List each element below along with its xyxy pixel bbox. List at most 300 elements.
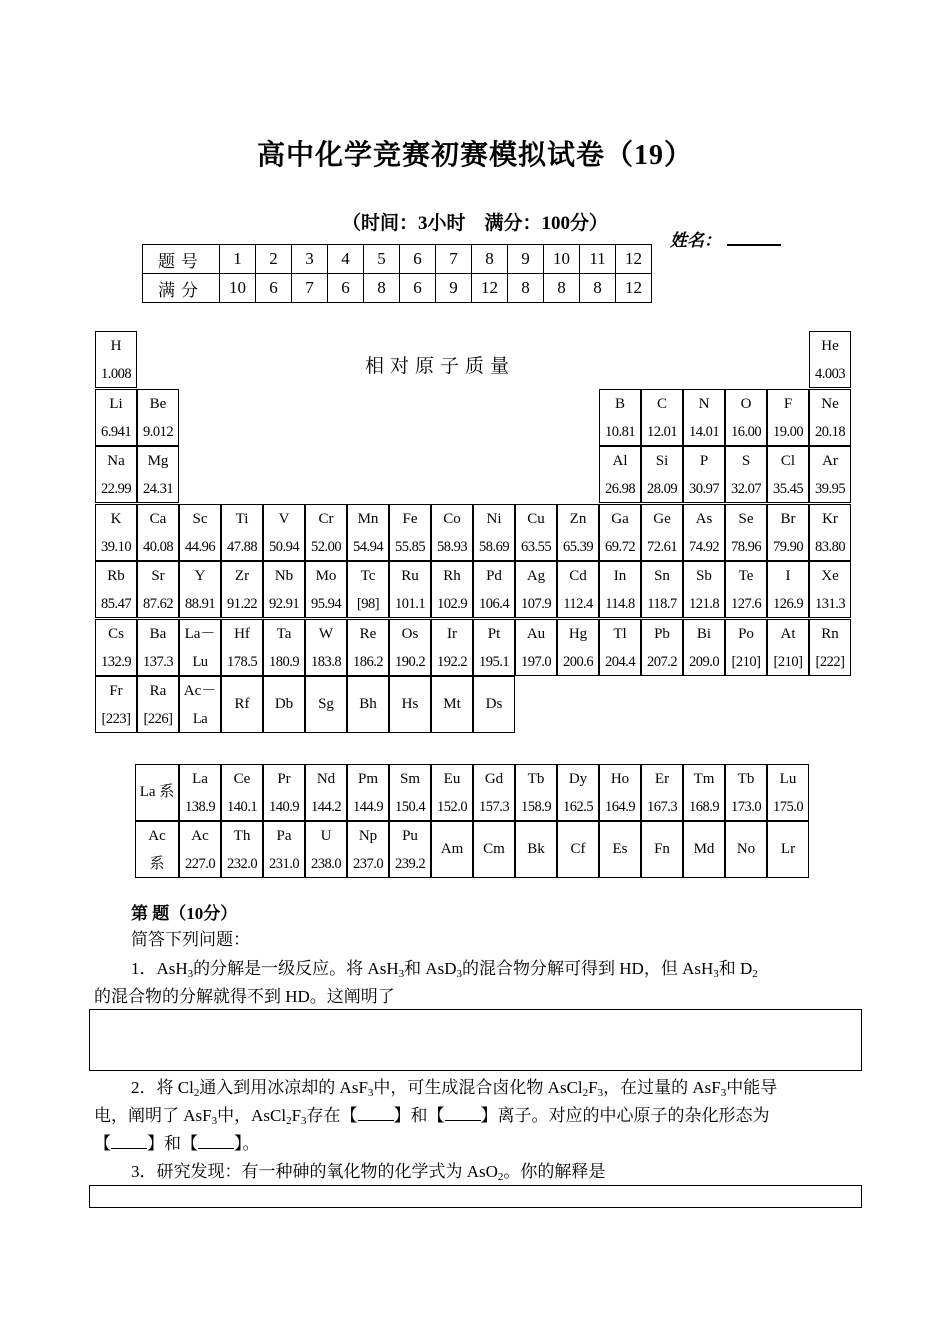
element-symbol: O (740, 395, 752, 412)
element-symbol: Md (693, 841, 715, 857)
element-cell (599, 446, 641, 503)
q2-l2-text-b: 中，AsCl (217, 1106, 287, 1125)
q2-sub-2: 3 (367, 1087, 374, 1099)
name-blank[interactable] (727, 230, 781, 246)
element-mass: 30.97 (688, 481, 720, 497)
ac-series-cell (599, 821, 641, 878)
element-mass: 121.8 (688, 596, 720, 612)
element-mass: 237.0 (352, 856, 384, 872)
element-cell (557, 504, 599, 561)
element-mass: 183.8 (310, 653, 342, 670)
score-number-cell: 5 (364, 245, 400, 274)
element-cell (725, 619, 767, 676)
element-cell (305, 676, 347, 733)
element-cell (263, 561, 305, 618)
element-mass: 238.0 (310, 856, 342, 872)
element-cell (473, 504, 515, 561)
element-symbol: Pb (654, 625, 670, 642)
blank-hybrid-2[interactable] (198, 1132, 234, 1149)
element-symbol: Mo (315, 568, 337, 584)
element-symbol: Tl (613, 625, 627, 642)
element-mass: 26.98 (604, 481, 636, 497)
element-cell (95, 389, 137, 446)
element-cell (221, 504, 263, 561)
element-mass: 44.96 (184, 538, 216, 555)
ac-series-cell (641, 821, 683, 878)
q2-sub-1: 2 (193, 1087, 200, 1099)
ac-series-cell (221, 821, 263, 878)
la-series-label: La 系 (135, 764, 179, 821)
ac-series-cell (473, 821, 515, 878)
element-symbol: Cr (318, 510, 334, 527)
q2-l2-text-c: F (291, 1106, 302, 1125)
la-series-cell (431, 764, 473, 821)
element-mass: 58.93 (436, 538, 468, 555)
score-number-cell: 4 (328, 245, 364, 274)
element-cell (473, 619, 515, 676)
element-mass: 137.3 (142, 653, 174, 670)
element-mass: 16.00 (730, 423, 762, 440)
q2-sub-5: 3 (720, 1087, 727, 1099)
element-symbol: La (192, 771, 208, 787)
periodic-table-label: 相对原子质量 (365, 356, 516, 377)
element-symbol: P (699, 453, 709, 469)
ac-series-cell (305, 821, 347, 878)
q2-l3-text-a: 【 (94, 1134, 111, 1153)
element-symbol: Hg (568, 625, 588, 642)
blank-ion-2[interactable] (445, 1104, 481, 1121)
score-points-cell: 6 (400, 274, 436, 303)
q1-sub-3: 3 (456, 968, 463, 980)
element-mass: 39.95 (814, 481, 846, 497)
element-symbol: Ra (149, 683, 167, 699)
element-cell (179, 676, 221, 733)
element-mass: 173.0 (730, 799, 762, 815)
element-cell (179, 561, 221, 618)
element-symbol: Pt (487, 625, 501, 642)
element-symbol: Nb (274, 568, 294, 584)
ac-series-label (135, 821, 179, 878)
element-mass: 72.61 (646, 538, 678, 555)
element-symbol: Na (107, 453, 125, 469)
element-cell (347, 504, 389, 561)
element-mass: 164.9 (604, 799, 636, 815)
element-cell (767, 389, 809, 446)
ac-series-cell (515, 821, 557, 878)
element-mass: 239.2 (394, 856, 426, 872)
element-symbol: Si (655, 453, 669, 469)
element-symbol: Ru (401, 568, 419, 584)
element-mass: 1.008 (100, 366, 132, 382)
element-cell (389, 676, 431, 733)
element-cell (305, 504, 347, 561)
la-series-cell (599, 764, 641, 821)
element-cell (809, 561, 851, 618)
element-symbol: Au (526, 625, 546, 642)
element-cell (725, 504, 767, 561)
element-mass: 190.2 (394, 653, 426, 670)
q2-l2-text-d: 存在【 (306, 1106, 358, 1125)
element-mass: 162.5 (562, 799, 594, 815)
element-mass: 140.1 (226, 799, 258, 815)
q1-sub-1: 3 (187, 968, 194, 980)
element-symbol: He (821, 338, 839, 354)
element-cell (683, 561, 725, 618)
element-symbol: Sc (192, 510, 208, 527)
element-symbol: Pa (276, 828, 292, 844)
element-mass: [210] (773, 653, 803, 670)
element-cell (221, 561, 263, 618)
element-mass: 158.9 (520, 799, 552, 815)
element-cell (137, 504, 179, 561)
answer-box-1[interactable] (89, 1009, 862, 1071)
element-cell (641, 504, 683, 561)
score-table (142, 244, 652, 303)
element-mass: 168.9 (688, 799, 720, 815)
element-mass: 204.4 (604, 653, 636, 670)
element-symbol: Rb (107, 568, 125, 584)
element-cell (641, 561, 683, 618)
element-symbol: N (698, 395, 710, 412)
element-mass: 106.4 (478, 596, 510, 612)
element-symbol: No (736, 841, 756, 857)
element-symbol: V (278, 510, 290, 527)
element-symbol: Ac－ (183, 683, 217, 699)
element-cell (515, 619, 557, 676)
element-symbol: Ag (526, 568, 546, 584)
element-mass: 118.7 (647, 596, 677, 612)
element-mass: 65.39 (562, 538, 594, 555)
answer-box-3[interactable] (89, 1185, 862, 1208)
score-number-cell: 7 (436, 245, 472, 274)
element-symbol: Tb (737, 771, 755, 787)
element-mass: 58.69 (478, 538, 510, 555)
element-cell (767, 561, 809, 618)
element-cell (263, 676, 305, 733)
element-mass: 227.0 (184, 856, 216, 872)
element-mass: 88.91 (184, 596, 216, 612)
element-cell (95, 446, 137, 503)
element-symbol: Nd (316, 771, 336, 787)
element-symbol: I (785, 568, 791, 584)
q1-text-d: 的混合物分解可得到 HD，但 AsH (462, 959, 714, 978)
element-symbol: Ac (191, 828, 209, 844)
q2-text-b: 通入到用冰凉却的 AsF (199, 1078, 368, 1097)
element-symbol: Pm (357, 771, 378, 787)
element-mass: La (192, 711, 208, 727)
element-cell (641, 446, 683, 503)
element-cell (431, 676, 473, 733)
element-cell (515, 504, 557, 561)
element-cell (137, 446, 179, 503)
element-symbol: Co (443, 510, 461, 527)
section-intro: 简答下列问题： (131, 930, 250, 949)
element-symbol: Sr (151, 568, 165, 584)
element-mass: 178.5 (226, 653, 258, 670)
score-points-cell: 8 (508, 274, 544, 303)
q1-sub-4: 3 (713, 968, 719, 980)
la-series-cell (305, 764, 347, 821)
element-mass: 54.94 (352, 538, 384, 555)
score-points-cell: 12 (616, 274, 652, 303)
element-symbol: Bh (359, 696, 377, 712)
element-cell (599, 504, 641, 561)
element-mass: 95.94 (310, 596, 342, 612)
element-cell (557, 561, 599, 618)
element-symbol: Lu (779, 771, 797, 787)
element-mass: 79.90 (772, 538, 804, 555)
element-cell (389, 619, 431, 676)
element-mass: 232.0 (226, 856, 258, 872)
element-mass: 195.1 (478, 653, 510, 670)
element-symbol: Er (654, 771, 670, 787)
q3-text-b: 。你的解释是 (503, 1162, 606, 1181)
q2-text-d: F (588, 1078, 598, 1097)
score-points-cell: 8 (544, 274, 580, 303)
element-mass: 22.99 (100, 481, 132, 497)
section-title: 第 题（10分） (131, 904, 238, 923)
element-symbol: Br (780, 510, 796, 527)
score-points-cell: 7 (292, 274, 328, 303)
q1-sub-2: 3 (398, 968, 405, 980)
element-mass: 6.941 (100, 423, 132, 440)
element-symbol: Al (612, 453, 628, 469)
element-cell (515, 561, 557, 618)
q2-l2-sub-1: 3 (211, 1115, 218, 1127)
element-symbol: Sb (696, 568, 712, 584)
element-mass: 197.0 (520, 653, 552, 670)
score-points-cell: 8 (580, 274, 616, 303)
score-number-cell: 8 (472, 245, 508, 274)
element-cell (725, 446, 767, 503)
element-cell (431, 561, 473, 618)
element-mass: 138.9 (184, 799, 216, 815)
la-series-cell (641, 764, 683, 821)
element-symbol: As (695, 510, 713, 527)
q2-l3-text-b: 】和【 (147, 1134, 198, 1153)
element-cell (431, 619, 473, 676)
q1-text-e: 和 D (718, 959, 753, 978)
element-symbol: Cu (527, 510, 545, 527)
element-symbol: Hf (234, 625, 250, 642)
q2-text-f: 中能导 (726, 1078, 778, 1097)
element-symbol: H (110, 338, 122, 354)
element-mass: 114.8 (605, 596, 635, 612)
element-symbol: Te (738, 568, 754, 584)
element-symbol: Cs (108, 625, 124, 642)
element-mass: 24.31 (142, 481, 174, 497)
element-cell (641, 619, 683, 676)
element-mass: 150.4 (394, 799, 426, 815)
element-mass: 180.9 (268, 653, 300, 670)
la-series-cell (347, 764, 389, 821)
element-cell (95, 504, 137, 561)
element-symbol: Np (358, 828, 378, 844)
element-mass: 87.62 (142, 596, 174, 612)
element-mass: [98] (356, 596, 380, 612)
element-mass: 152.0 (436, 799, 468, 815)
ac-series-cell (431, 821, 473, 878)
q3-sub-1: 2 (497, 1171, 504, 1183)
element-symbol: Fr (109, 683, 123, 699)
element-mass: 40.08 (142, 538, 174, 555)
element-cell (599, 619, 641, 676)
name-field[interactable] (670, 226, 781, 251)
element-symbol: Sn (654, 568, 670, 584)
element-mass: 39.10 (100, 538, 132, 555)
ac-series-cell (557, 821, 599, 878)
ac-series-cell (263, 821, 305, 878)
element-symbol: Be (149, 395, 167, 412)
element-cell (263, 504, 305, 561)
la-series-cell (683, 764, 725, 821)
element-cell (683, 504, 725, 561)
element-symbol: Bk (527, 841, 545, 857)
element-symbol: S (741, 453, 751, 469)
la-series-cell (221, 764, 263, 821)
q1-text-a: 1．AsH (131, 959, 188, 978)
element-symbol: Kr (822, 510, 838, 527)
la-series-cell (557, 764, 599, 821)
element-symbol: Rn (821, 625, 839, 642)
element-symbol: Fn (654, 841, 670, 857)
element-mass: 4.003 (814, 366, 846, 382)
element-symbol: La－ (184, 625, 216, 642)
q2-l2-sub-2: 2 (286, 1115, 292, 1127)
blank-ion-1[interactable] (358, 1104, 394, 1121)
element-symbol: K (110, 510, 122, 527)
element-symbol: Gd (484, 771, 504, 787)
element-symbol: Cf (570, 841, 586, 857)
element-symbol: Mt (443, 696, 461, 712)
element-symbol: Am (440, 841, 464, 857)
element-symbol: Es (612, 841, 628, 857)
q2-text-a: 2．将 Cl (131, 1078, 194, 1097)
element-symbol: Hs (401, 696, 419, 712)
element-mass: 10.81 (604, 423, 636, 440)
element-cell (809, 446, 851, 503)
ac-series-cell (683, 821, 725, 878)
element-mass: [210] (731, 653, 761, 670)
element-cell (473, 561, 515, 618)
element-mass: 192.2 (436, 653, 468, 670)
element-mass: 32.07 (730, 481, 762, 497)
element-cell (137, 676, 179, 733)
element-cell (221, 676, 263, 733)
element-symbol: Dy (568, 771, 588, 787)
blank-hybrid-1[interactable] (111, 1132, 147, 1149)
element-cell (305, 561, 347, 618)
element-mass: 107.9 (520, 596, 552, 612)
element-symbol: Pr (277, 771, 291, 787)
element-cell (347, 561, 389, 618)
la-series-cell (515, 764, 557, 821)
q2-l3-text-c: 】。 (234, 1134, 260, 1153)
element-cell (767, 619, 809, 676)
element-mass: 91.22 (226, 596, 258, 612)
score-number-cell: 1 (220, 245, 256, 274)
element-symbol: Db (274, 696, 294, 712)
element-symbol: Ti (235, 510, 249, 527)
ac-series-cell (725, 821, 767, 878)
ac-series-cell (179, 821, 221, 878)
element-cell (95, 676, 137, 733)
element-symbol: Os (401, 625, 419, 642)
element-cell (347, 676, 389, 733)
question-1-line-2: 的混合物的分解就得不到 HD。这阐明了 (94, 987, 395, 1006)
la-series-cell (725, 764, 767, 821)
element-symbol: Tc (360, 568, 376, 584)
element-symbol: Ce (233, 771, 251, 787)
element-cell (179, 619, 221, 676)
element-cell (431, 504, 473, 561)
element-cell (389, 561, 431, 618)
q1-text-c: 和 AsD (404, 959, 457, 978)
score-points-cell: 8 (364, 274, 400, 303)
element-mass: 101.1 (394, 596, 426, 612)
element-cell (809, 504, 851, 561)
element-mass: 69.72 (604, 538, 636, 555)
element-mass: 63.55 (520, 538, 552, 555)
la-series-cell (179, 764, 221, 821)
q3-text-a: 3．研究发现：有一种砷的氧化物的化学式为 AsO (131, 1162, 498, 1181)
element-symbol: Cd (569, 568, 587, 584)
element-mass: 112.4 (563, 596, 593, 612)
element-mass: 28.09 (646, 481, 678, 497)
element-symbol: Bi (696, 625, 712, 642)
element-cell (767, 446, 809, 503)
element-symbol: Pd (486, 568, 502, 584)
element-mass: 14.01 (688, 423, 720, 440)
element-symbol: Tm (693, 771, 715, 787)
element-symbol: Mn (357, 510, 379, 527)
score-number-cell: 10 (544, 245, 580, 274)
element-symbol: Ta (276, 625, 292, 642)
element-mass: 50.94 (268, 538, 300, 555)
element-mass: 47.88 (226, 538, 258, 555)
score-header-points: 满分 (143, 274, 220, 303)
element-cell (137, 561, 179, 618)
element-mass: 167.3 (646, 799, 678, 815)
element-mass: 12.01 (646, 423, 678, 440)
element-mass: 127.6 (730, 596, 762, 612)
element-cell (95, 331, 137, 388)
element-symbol: W (318, 625, 334, 642)
score-number-cell: 2 (256, 245, 292, 274)
element-cell (389, 504, 431, 561)
element-mass: 126.9 (772, 596, 804, 612)
element-cell (179, 504, 221, 561)
element-symbol: Ca (149, 510, 167, 527)
element-cell (221, 619, 263, 676)
element-symbol: Zr (234, 568, 250, 584)
element-symbol: Zn (569, 510, 587, 527)
element-mass: 102.9 (436, 596, 468, 612)
element-mass: [222] (815, 653, 845, 670)
element-symbol: Eu (443, 771, 461, 787)
q2-sub-3: 2 (582, 1087, 589, 1099)
element-mass: 140.9 (268, 799, 300, 815)
element-cell (305, 619, 347, 676)
ac-series-cell (767, 821, 809, 878)
element-symbol: Th (233, 828, 251, 844)
element-mass: 83.80 (814, 538, 846, 555)
ac-series-label-line1: Ac (148, 828, 166, 844)
la-series-cell (263, 764, 305, 821)
element-mass: 186.2 (352, 653, 384, 670)
la-series-cell (473, 764, 515, 821)
element-symbol: Ga (611, 510, 629, 527)
